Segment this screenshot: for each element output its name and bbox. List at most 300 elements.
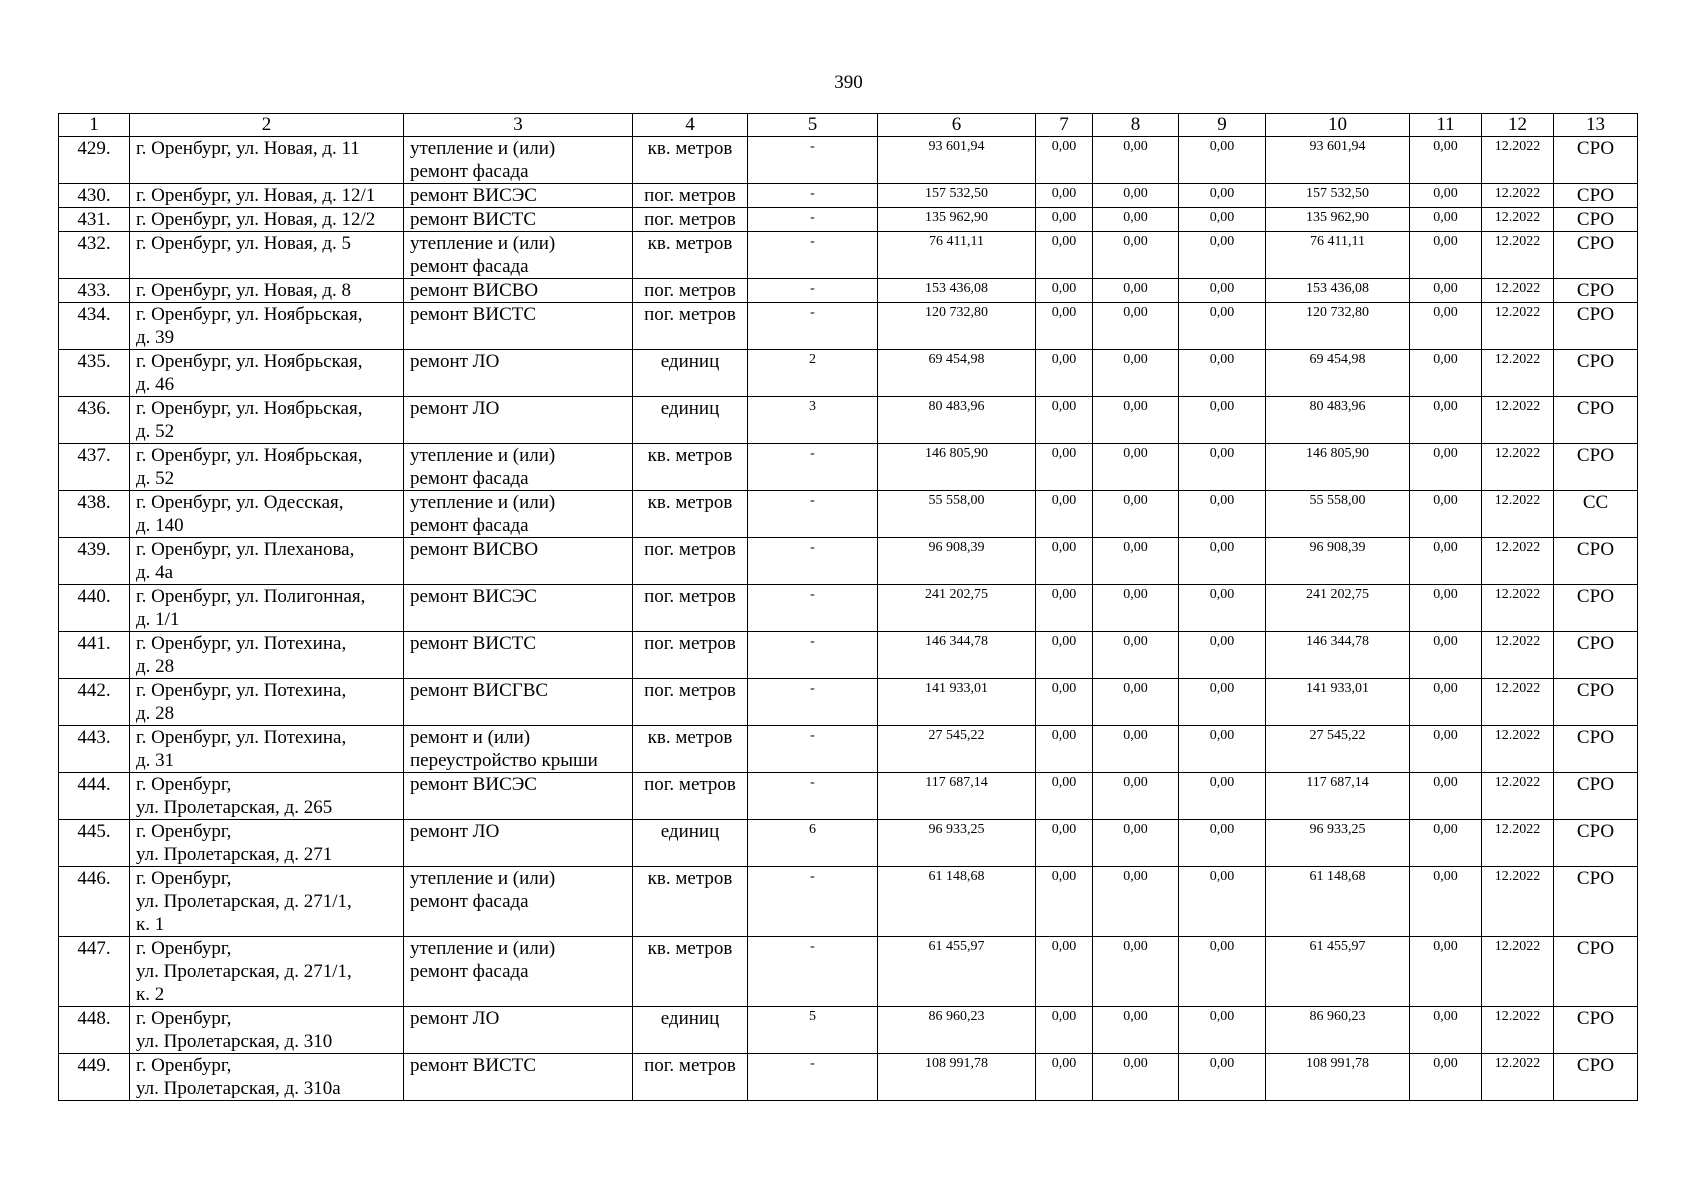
deadline-cell: 12.2022 bbox=[1482, 137, 1554, 184]
work-type-cell: ремонт ВИСВО bbox=[404, 538, 633, 585]
address-cell: г. Оренбург, ул. Потехина, д. 31 bbox=[130, 726, 404, 773]
deadline-cell: 12.2022 bbox=[1482, 303, 1554, 350]
header-cell: 2 bbox=[130, 114, 404, 137]
row-number-cell: 431. bbox=[59, 208, 130, 232]
unit-cell: кв. метров bbox=[633, 137, 748, 184]
unit-cell: пог. метров bbox=[633, 538, 748, 585]
quantity-cell: - bbox=[748, 279, 878, 303]
other-funds-cell: 0,00 bbox=[1410, 303, 1482, 350]
work-type-cell: ремонт ВИСЭС bbox=[404, 773, 633, 820]
quantity-cell: 2 bbox=[748, 350, 878, 397]
method-cell: СРО bbox=[1554, 1054, 1638, 1101]
fund-cell: 0,00 bbox=[1036, 444, 1093, 491]
row-number-cell: 437. bbox=[59, 444, 130, 491]
local-budget-cell: 0,00 bbox=[1179, 1054, 1266, 1101]
table-row bbox=[59, 1007, 1638, 1054]
row-number-cell: 440. bbox=[59, 585, 130, 632]
work-type-cell: ремонт ВИСТС bbox=[404, 303, 633, 350]
address-cell: г. Оренбург, ул. Новая, д. 8 bbox=[130, 279, 404, 303]
budget-cell: 0,00 bbox=[1093, 350, 1179, 397]
unit-cell: пог. метров bbox=[633, 184, 748, 208]
owners-funds-cell: 27 545,22 bbox=[1266, 726, 1410, 773]
owners-funds-cell: 141 933,01 bbox=[1266, 679, 1410, 726]
budget-cell: 0,00 bbox=[1093, 184, 1179, 208]
table-row bbox=[59, 137, 1638, 184]
method-cell: СРО bbox=[1554, 585, 1638, 632]
budget-cell: 0,00 bbox=[1093, 303, 1179, 350]
budget-cell: 0,00 bbox=[1093, 1054, 1179, 1101]
budget-cell: 0,00 bbox=[1093, 632, 1179, 679]
quantity-cell: - bbox=[748, 491, 878, 538]
owners-funds-cell: 93 601,94 bbox=[1266, 137, 1410, 184]
unit-cell: единиц bbox=[633, 350, 748, 397]
deadline-cell: 12.2022 bbox=[1482, 937, 1554, 1007]
table-row bbox=[59, 444, 1638, 491]
owners-funds-cell: 96 908,39 bbox=[1266, 538, 1410, 585]
fund-cell: 0,00 bbox=[1036, 632, 1093, 679]
local-budget-cell: 0,00 bbox=[1179, 937, 1266, 1007]
quantity-cell: - bbox=[748, 867, 878, 937]
unit-cell: кв. метров bbox=[633, 726, 748, 773]
total-cost-cell: 96 933,25 bbox=[878, 820, 1036, 867]
table-row bbox=[59, 726, 1638, 773]
work-type-cell: утепление и (или) ремонт фасада bbox=[404, 232, 633, 279]
owners-funds-cell: 135 962,90 bbox=[1266, 208, 1410, 232]
other-funds-cell: 0,00 bbox=[1410, 444, 1482, 491]
work-type-cell: ремонт ЛО bbox=[404, 820, 633, 867]
table-row bbox=[59, 820, 1638, 867]
address-cell: г. Оренбург, ул. Новая, д. 12/2 bbox=[130, 208, 404, 232]
unit-cell: кв. метров bbox=[633, 444, 748, 491]
deadline-cell: 12.2022 bbox=[1482, 1007, 1554, 1054]
fund-cell: 0,00 bbox=[1036, 820, 1093, 867]
address-cell: г. Оренбург, ул. Одесская, д. 140 bbox=[130, 491, 404, 538]
total-cost-cell: 61 455,97 bbox=[878, 937, 1036, 1007]
other-funds-cell: 0,00 bbox=[1410, 726, 1482, 773]
local-budget-cell: 0,00 bbox=[1179, 585, 1266, 632]
header-cell: 12 bbox=[1482, 114, 1554, 137]
row-number-cell: 429. bbox=[59, 137, 130, 184]
local-budget-cell: 0,00 bbox=[1179, 1007, 1266, 1054]
deadline-cell: 12.2022 bbox=[1482, 820, 1554, 867]
total-cost-cell: 135 962,90 bbox=[878, 208, 1036, 232]
budget-cell: 0,00 bbox=[1093, 208, 1179, 232]
other-funds-cell: 0,00 bbox=[1410, 632, 1482, 679]
local-budget-cell: 0,00 bbox=[1179, 444, 1266, 491]
other-funds-cell: 0,00 bbox=[1410, 232, 1482, 279]
table-row bbox=[59, 184, 1638, 208]
local-budget-cell: 0,00 bbox=[1179, 397, 1266, 444]
local-budget-cell: 0,00 bbox=[1179, 184, 1266, 208]
local-budget-cell: 0,00 bbox=[1179, 137, 1266, 184]
budget-cell: 0,00 bbox=[1093, 279, 1179, 303]
budget-cell: 0,00 bbox=[1093, 679, 1179, 726]
fund-cell: 0,00 bbox=[1036, 350, 1093, 397]
address-cell: г. Оренбург, ул. Полигонная, д. 1/1 bbox=[130, 585, 404, 632]
deadline-cell: 12.2022 bbox=[1482, 773, 1554, 820]
budget-cell: 0,00 bbox=[1093, 937, 1179, 1007]
fund-cell: 0,00 bbox=[1036, 303, 1093, 350]
row-number-cell: 449. bbox=[59, 1054, 130, 1101]
work-type-cell: ремонт ВИСЭС bbox=[404, 585, 633, 632]
work-type-cell: ремонт ВИСВО bbox=[404, 279, 633, 303]
unit-cell: кв. метров bbox=[633, 867, 748, 937]
header-cell: 1 bbox=[59, 114, 130, 137]
budget-cell: 0,00 bbox=[1093, 491, 1179, 538]
table-row bbox=[59, 232, 1638, 279]
method-cell: СРО bbox=[1554, 397, 1638, 444]
total-cost-cell: 146 344,78 bbox=[878, 632, 1036, 679]
budget-cell: 0,00 bbox=[1093, 585, 1179, 632]
work-type-cell: ремонт и (или) переустройство крыши bbox=[404, 726, 633, 773]
local-budget-cell: 0,00 bbox=[1179, 820, 1266, 867]
deadline-cell: 12.2022 bbox=[1482, 679, 1554, 726]
method-cell: СРО bbox=[1554, 679, 1638, 726]
header-cell: 10 bbox=[1266, 114, 1410, 137]
table-row bbox=[59, 350, 1638, 397]
other-funds-cell: 0,00 bbox=[1410, 1054, 1482, 1101]
other-funds-cell: 0,00 bbox=[1410, 538, 1482, 585]
address-cell: г. Оренбург, ул. Пролетарская, д. 271 bbox=[130, 820, 404, 867]
local-budget-cell: 0,00 bbox=[1179, 350, 1266, 397]
local-budget-cell: 0,00 bbox=[1179, 491, 1266, 538]
total-cost-cell: 86 960,23 bbox=[878, 1007, 1036, 1054]
work-type-cell: утепление и (или) ремонт фасада bbox=[404, 491, 633, 538]
quantity-cell: - bbox=[748, 1054, 878, 1101]
address-cell: г. Оренбург, ул. Пролетарская, д. 271/1, к. 2 bbox=[130, 937, 404, 1007]
work-type-cell: ремонт ВИСГВС bbox=[404, 679, 633, 726]
work-type-cell: ремонт ВИСЭС bbox=[404, 184, 633, 208]
method-cell: СРО bbox=[1554, 937, 1638, 1007]
fund-cell: 0,00 bbox=[1036, 1054, 1093, 1101]
header-cell: 11 bbox=[1410, 114, 1482, 137]
method-cell: СРО bbox=[1554, 137, 1638, 184]
work-type-cell: ремонт ЛО bbox=[404, 1007, 633, 1054]
total-cost-cell: 93 601,94 bbox=[878, 137, 1036, 184]
unit-cell: кв. метров bbox=[633, 491, 748, 538]
fund-cell: 0,00 bbox=[1036, 491, 1093, 538]
table-row bbox=[59, 303, 1638, 350]
unit-cell: единиц bbox=[633, 1007, 748, 1054]
fund-cell: 0,00 bbox=[1036, 137, 1093, 184]
header-cell: 13 bbox=[1554, 114, 1638, 137]
owners-funds-cell: 76 411,11 bbox=[1266, 232, 1410, 279]
row-number-cell: 430. bbox=[59, 184, 130, 208]
table-row bbox=[59, 397, 1638, 444]
address-cell: г. Оренбург, ул. Новая, д. 11 bbox=[130, 137, 404, 184]
address-cell: г. Оренбург, ул. Пролетарская, д. 265 bbox=[130, 773, 404, 820]
page-number: 390 bbox=[834, 72, 863, 93]
deadline-cell: 12.2022 bbox=[1482, 279, 1554, 303]
row-number-cell: 444. bbox=[59, 773, 130, 820]
owners-funds-cell: 146 805,90 bbox=[1266, 444, 1410, 491]
unit-cell: пог. метров bbox=[633, 303, 748, 350]
deadline-cell: 12.2022 bbox=[1482, 208, 1554, 232]
deadline-cell: 12.2022 bbox=[1482, 350, 1554, 397]
quantity-cell: - bbox=[748, 585, 878, 632]
address-cell: г. Оренбург, ул. Новая, д. 5 bbox=[130, 232, 404, 279]
method-cell: СРО bbox=[1554, 726, 1638, 773]
unit-cell: пог. метров bbox=[633, 585, 748, 632]
row-number-cell: 438. bbox=[59, 491, 130, 538]
work-type-cell: ремонт ВИСТС bbox=[404, 1054, 633, 1101]
work-type-cell: ремонт ЛО bbox=[404, 397, 633, 444]
deadline-cell: 12.2022 bbox=[1482, 232, 1554, 279]
budget-cell: 0,00 bbox=[1093, 137, 1179, 184]
budget-cell: 0,00 bbox=[1093, 867, 1179, 937]
table-row bbox=[59, 937, 1638, 1007]
header-cell: 9 bbox=[1179, 114, 1266, 137]
budget-cell: 0,00 bbox=[1093, 773, 1179, 820]
method-cell: СРО bbox=[1554, 632, 1638, 679]
other-funds-cell: 0,00 bbox=[1410, 397, 1482, 444]
other-funds-cell: 0,00 bbox=[1410, 773, 1482, 820]
row-number-cell: 432. bbox=[59, 232, 130, 279]
address-cell: г. Оренбург, ул. Ноябрьская, д. 52 bbox=[130, 444, 404, 491]
owners-funds-cell: 108 991,78 bbox=[1266, 1054, 1410, 1101]
fund-cell: 0,00 bbox=[1036, 937, 1093, 1007]
table-row bbox=[59, 773, 1638, 820]
total-cost-cell: 80 483,96 bbox=[878, 397, 1036, 444]
row-number-cell: 435. bbox=[59, 350, 130, 397]
work-type-cell: утепление и (или) ремонт фасада bbox=[404, 444, 633, 491]
row-number-cell: 439. bbox=[59, 538, 130, 585]
other-funds-cell: 0,00 bbox=[1410, 867, 1482, 937]
deadline-cell: 12.2022 bbox=[1482, 184, 1554, 208]
row-number-cell: 443. bbox=[59, 726, 130, 773]
deadline-cell: 12.2022 bbox=[1482, 491, 1554, 538]
quantity-cell: - bbox=[748, 773, 878, 820]
method-cell: СРО bbox=[1554, 538, 1638, 585]
fund-cell: 0,00 bbox=[1036, 726, 1093, 773]
deadline-cell: 12.2022 bbox=[1482, 397, 1554, 444]
owners-funds-cell: 117 687,14 bbox=[1266, 773, 1410, 820]
local-budget-cell: 0,00 bbox=[1179, 208, 1266, 232]
fund-cell: 0,00 bbox=[1036, 585, 1093, 632]
other-funds-cell: 0,00 bbox=[1410, 679, 1482, 726]
header-cell: 3 bbox=[404, 114, 633, 137]
deadline-cell: 12.2022 bbox=[1482, 867, 1554, 937]
method-cell: СРО bbox=[1554, 184, 1638, 208]
fund-cell: 0,00 bbox=[1036, 773, 1093, 820]
unit-cell: кв. метров bbox=[633, 232, 748, 279]
row-number-cell: 448. bbox=[59, 1007, 130, 1054]
header-cell: 6 bbox=[878, 114, 1036, 137]
local-budget-cell: 0,00 bbox=[1179, 679, 1266, 726]
table-row bbox=[59, 679, 1638, 726]
row-number-cell: 436. bbox=[59, 397, 130, 444]
address-cell: г. Оренбург, ул. Потехина, д. 28 bbox=[130, 632, 404, 679]
budget-cell: 0,00 bbox=[1093, 1007, 1179, 1054]
other-funds-cell: 0,00 bbox=[1410, 585, 1482, 632]
method-cell: СРО bbox=[1554, 444, 1638, 491]
header-row bbox=[59, 114, 1638, 137]
total-cost-cell: 157 532,50 bbox=[878, 184, 1036, 208]
deadline-cell: 12.2022 bbox=[1482, 726, 1554, 773]
unit-cell: кв. метров bbox=[633, 937, 748, 1007]
fund-cell: 0,00 bbox=[1036, 867, 1093, 937]
address-cell: г. Оренбург, ул. Ноябрьская, д. 52 bbox=[130, 397, 404, 444]
local-budget-cell: 0,00 bbox=[1179, 303, 1266, 350]
unit-cell: пог. метров bbox=[633, 679, 748, 726]
fund-cell: 0,00 bbox=[1036, 208, 1093, 232]
fund-cell: 0,00 bbox=[1036, 538, 1093, 585]
budget-cell: 0,00 bbox=[1093, 444, 1179, 491]
other-funds-cell: 0,00 bbox=[1410, 279, 1482, 303]
total-cost-cell: 61 148,68 bbox=[878, 867, 1036, 937]
owners-funds-cell: 241 202,75 bbox=[1266, 585, 1410, 632]
method-cell: СРО bbox=[1554, 1007, 1638, 1054]
total-cost-cell: 27 545,22 bbox=[878, 726, 1036, 773]
owners-funds-cell: 55 558,00 bbox=[1266, 491, 1410, 538]
row-number-cell: 441. bbox=[59, 632, 130, 679]
row-number-cell: 445. bbox=[59, 820, 130, 867]
total-cost-cell: 55 558,00 bbox=[878, 491, 1036, 538]
unit-cell: пог. метров bbox=[633, 208, 748, 232]
fund-cell: 0,00 bbox=[1036, 679, 1093, 726]
quantity-cell: 3 bbox=[748, 397, 878, 444]
owners-funds-cell: 157 532,50 bbox=[1266, 184, 1410, 208]
works-table bbox=[58, 113, 1638, 1101]
owners-funds-cell: 69 454,98 bbox=[1266, 350, 1410, 397]
unit-cell: пог. метров bbox=[633, 279, 748, 303]
total-cost-cell: 241 202,75 bbox=[878, 585, 1036, 632]
budget-cell: 0,00 bbox=[1093, 538, 1179, 585]
header-cell: 7 bbox=[1036, 114, 1093, 137]
total-cost-cell: 146 805,90 bbox=[878, 444, 1036, 491]
quantity-cell: - bbox=[748, 303, 878, 350]
deadline-cell: 12.2022 bbox=[1482, 585, 1554, 632]
header-cell: 4 bbox=[633, 114, 748, 137]
unit-cell: пог. метров bbox=[633, 632, 748, 679]
address-cell: г. Оренбург, ул. Потехина, д. 28 bbox=[130, 679, 404, 726]
owners-funds-cell: 146 344,78 bbox=[1266, 632, 1410, 679]
table-row bbox=[59, 279, 1638, 303]
quantity-cell: - bbox=[748, 137, 878, 184]
address-cell: г. Оренбург, ул. Плеханова, д. 4а bbox=[130, 538, 404, 585]
other-funds-cell: 0,00 bbox=[1410, 1007, 1482, 1054]
local-budget-cell: 0,00 bbox=[1179, 867, 1266, 937]
local-budget-cell: 0,00 bbox=[1179, 279, 1266, 303]
method-cell: СРО bbox=[1554, 208, 1638, 232]
quantity-cell: - bbox=[748, 538, 878, 585]
header-cell: 5 bbox=[748, 114, 878, 137]
quantity-cell: - bbox=[748, 632, 878, 679]
budget-cell: 0,00 bbox=[1093, 820, 1179, 867]
fund-cell: 0,00 bbox=[1036, 232, 1093, 279]
other-funds-cell: 0,00 bbox=[1410, 208, 1482, 232]
budget-cell: 0,00 bbox=[1093, 397, 1179, 444]
fund-cell: 0,00 bbox=[1036, 1007, 1093, 1054]
address-cell: г. Оренбург, ул. Пролетарская, д. 310 bbox=[130, 1007, 404, 1054]
work-type-cell: ремонт ВИСТС bbox=[404, 632, 633, 679]
table-row bbox=[59, 585, 1638, 632]
work-type-cell: утепление и (или) ремонт фасада bbox=[404, 937, 633, 1007]
unit-cell: пог. метров bbox=[633, 1054, 748, 1101]
quantity-cell: - bbox=[748, 726, 878, 773]
row-number-cell: 433. bbox=[59, 279, 130, 303]
quantity-cell: 5 bbox=[748, 1007, 878, 1054]
local-budget-cell: 0,00 bbox=[1179, 538, 1266, 585]
other-funds-cell: 0,00 bbox=[1410, 137, 1482, 184]
address-cell: г. Оренбург, ул. Новая, д. 12/1 bbox=[130, 184, 404, 208]
unit-cell: пог. метров bbox=[633, 773, 748, 820]
work-type-cell: утепление и (или) ремонт фасада bbox=[404, 137, 633, 184]
unit-cell: единиц bbox=[633, 397, 748, 444]
local-budget-cell: 0,00 bbox=[1179, 232, 1266, 279]
quantity-cell: - bbox=[748, 232, 878, 279]
quantity-cell: - bbox=[748, 184, 878, 208]
row-number-cell: 446. bbox=[59, 867, 130, 937]
budget-cell: 0,00 bbox=[1093, 726, 1179, 773]
table-row bbox=[59, 1054, 1638, 1101]
header-cell: 8 bbox=[1093, 114, 1179, 137]
local-budget-cell: 0,00 bbox=[1179, 773, 1266, 820]
fund-cell: 0,00 bbox=[1036, 397, 1093, 444]
quantity-cell: - bbox=[748, 208, 878, 232]
table-row bbox=[59, 538, 1638, 585]
method-cell: СРО bbox=[1554, 232, 1638, 279]
method-cell: СРО bbox=[1554, 279, 1638, 303]
work-type-cell: ремонт ВИСТС bbox=[404, 208, 633, 232]
method-cell: СРО bbox=[1554, 773, 1638, 820]
row-number-cell: 447. bbox=[59, 937, 130, 1007]
local-budget-cell: 0,00 bbox=[1179, 632, 1266, 679]
owners-funds-cell: 86 960,23 bbox=[1266, 1007, 1410, 1054]
row-number-cell: 442. bbox=[59, 679, 130, 726]
quantity-cell: - bbox=[748, 444, 878, 491]
owners-funds-cell: 153 436,08 bbox=[1266, 279, 1410, 303]
owners-funds-cell: 96 933,25 bbox=[1266, 820, 1410, 867]
owners-funds-cell: 80 483,96 bbox=[1266, 397, 1410, 444]
address-cell: г. Оренбург, ул. Ноябрьская, д. 46 bbox=[130, 350, 404, 397]
address-cell: г. Оренбург, ул. Пролетарская, д. 271/1, к. 1 bbox=[130, 867, 404, 937]
other-funds-cell: 0,00 bbox=[1410, 184, 1482, 208]
fund-cell: 0,00 bbox=[1036, 279, 1093, 303]
deadline-cell: 12.2022 bbox=[1482, 632, 1554, 679]
owners-funds-cell: 61 455,97 bbox=[1266, 937, 1410, 1007]
deadline-cell: 12.2022 bbox=[1482, 538, 1554, 585]
total-cost-cell: 108 991,78 bbox=[878, 1054, 1036, 1101]
method-cell: СРО bbox=[1554, 350, 1638, 397]
quantity-cell: - bbox=[748, 937, 878, 1007]
total-cost-cell: 153 436,08 bbox=[878, 279, 1036, 303]
table-row bbox=[59, 867, 1638, 937]
method-cell: СС bbox=[1554, 491, 1638, 538]
table-row bbox=[59, 208, 1638, 232]
fund-cell: 0,00 bbox=[1036, 184, 1093, 208]
table-row bbox=[59, 632, 1638, 679]
method-cell: СРО bbox=[1554, 867, 1638, 937]
total-cost-cell: 69 454,98 bbox=[878, 350, 1036, 397]
quantity-cell: - bbox=[748, 679, 878, 726]
local-budget-cell: 0,00 bbox=[1179, 726, 1266, 773]
unit-cell: единиц bbox=[633, 820, 748, 867]
total-cost-cell: 120 732,80 bbox=[878, 303, 1036, 350]
total-cost-cell: 141 933,01 bbox=[878, 679, 1036, 726]
deadline-cell: 12.2022 bbox=[1482, 444, 1554, 491]
other-funds-cell: 0,00 bbox=[1410, 491, 1482, 538]
total-cost-cell: 117 687,14 bbox=[878, 773, 1036, 820]
table-row bbox=[59, 491, 1638, 538]
other-funds-cell: 0,00 bbox=[1410, 937, 1482, 1007]
address-cell: г. Оренбург, ул. Пролетарская, д. 310а bbox=[130, 1054, 404, 1101]
work-type-cell: утепление и (или) ремонт фасада bbox=[404, 867, 633, 937]
address-cell: г. Оренбург, ул. Ноябрьская, д. 39 bbox=[130, 303, 404, 350]
budget-cell: 0,00 bbox=[1093, 232, 1179, 279]
total-cost-cell: 76 411,11 bbox=[878, 232, 1036, 279]
owners-funds-cell: 120 732,80 bbox=[1266, 303, 1410, 350]
